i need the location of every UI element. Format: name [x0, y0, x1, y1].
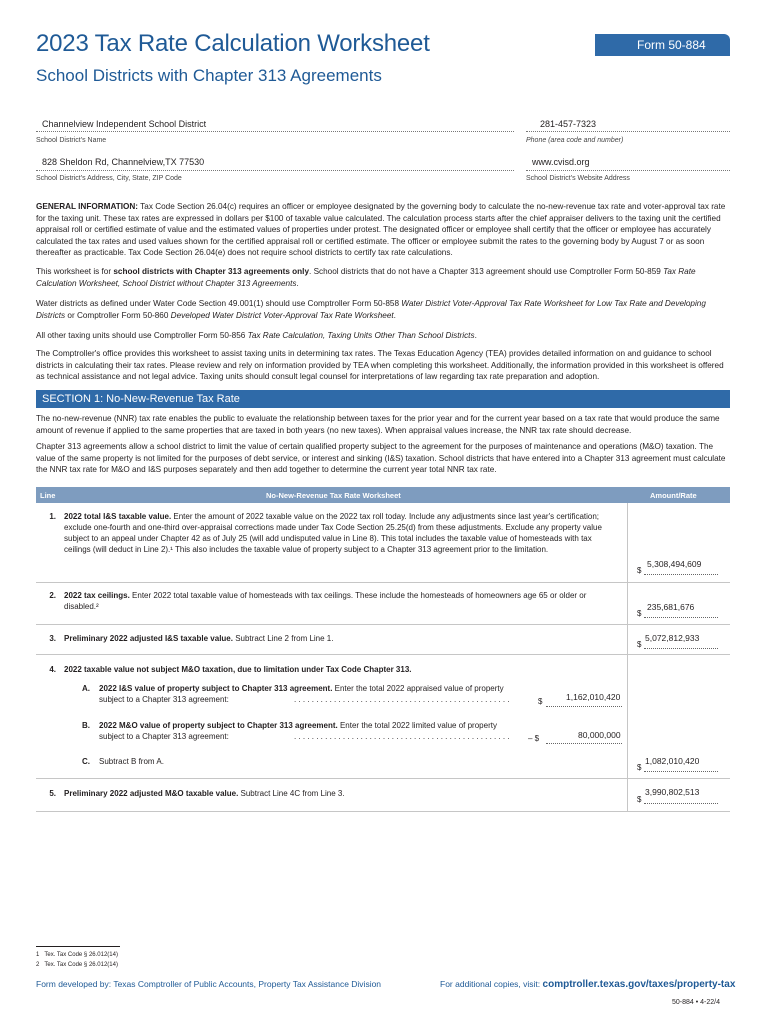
- line-4c-letter: C.: [82, 757, 90, 766]
- line-3-text: Subtract Line 2 from Line 1.: [232, 634, 334, 643]
- water-text-italic-1: Water District Voter-Approval Tax Rate Worksheet for Low Tax Rate and Developing Districts: [36, 299, 706, 320]
- footer-form-number: 50-884 • 4-22/4: [672, 999, 720, 1006]
- scope-text-a: This worksheet is for: [36, 267, 114, 276]
- line-2-text: Enter 2022 total taxable value of homesteads with tax ceilings. These include the homesteads of homeowners age 65 or older or disabled.²: [64, 591, 587, 611]
- line-4b-dollar: – $: [528, 734, 540, 743]
- address-label: School District's Address, City, State, ZIP Code: [36, 175, 182, 182]
- line-1-title: 2022 total I&S taxable value.: [64, 512, 172, 521]
- footnote-rule: [36, 946, 120, 947]
- line-4-title: 2022 taxable value not subject M&O taxation, due to limitation under Tax Code Chapter 313.: [64, 665, 412, 674]
- row-divider: [36, 811, 730, 812]
- line-5-title: Preliminary 2022 adjusted M&O taxable value.: [64, 789, 239, 798]
- general-information-text: Tax Code Section 26.04(c) requires an officer or employee designated by the governing body to calculate the no-new-revenue tax rate and voter-approval tax rate for the taxing unit. These tax rates are expressed in dollars per $100 of taxable value calculated. The calculation process starts after the chief appraiser delivers to the taxing unit the certified appraisal roll or certified estimate of value and the estimated values of properties under protest. The designated officer or employee shall certify that the officer or employee has accurately calculated the tax rates and used values shown for the certified appraisal roll or certified estimate. The officer or employee submit the rates to the governing body by August 7 or as soon thereafter as practicable. Tax Code Section 26.04(e) does not require school districts to certify tax rate calculations.: [36, 202, 726, 258]
- line-5-amount-line: [644, 803, 718, 804]
- phone-value[interactable]: 281-457-7323: [540, 119, 597, 129]
- line-2-amount[interactable]: 235,681,676: [647, 602, 695, 612]
- footnote-2-text: Tex. Tax Code § 26.012(14): [44, 962, 118, 968]
- footer-developer-credit: Form developed by: Texas Comptroller of Public Accounts, Property Tax Assistance Division: [36, 979, 382, 989]
- section-1-header: SECTION 1: No-New-Revenue Tax Rate: [36, 390, 730, 408]
- line-1-dollar: $: [637, 566, 642, 575]
- line-1-amount[interactable]: 5,308,494,609: [647, 559, 702, 569]
- other-text-italic: Tax Rate Calculation, Taxing Units Other Than School Districts: [247, 331, 475, 340]
- page-subtitle: School Districts with Chapter 313 Agreements: [36, 66, 382, 85]
- line-4c-description: Subtract B from A.: [99, 757, 164, 766]
- footer-website-link[interactable]: comptroller.texas.gov/taxes/property-tax: [542, 979, 736, 990]
- line-1-text: Enter the amount of 2022 taxable value on the 2022 tax roll today. Include any adjustments since last year's certification; exclude one-fourth and one-third over-appraisal corrections made under Tax Code Section 25.25(d) from these adjustments. Exclude any property value subject to an appeal under Chapter 42 as of July 25 (will add undisputed value in Line 8). This total includes the taxable value of homesteads with tax ceilings (will deduct in Line 2).¹ This also includes the taxable value of property subject to a Chapter 313 agreement prior to the limitation.: [64, 512, 602, 554]
- line-5-description: [64, 788, 616, 799]
- row-divider: [36, 654, 730, 655]
- line-4a-leader: . . . . . . . . . . . . . . . . . . . . . . . . . . . . . . . . . . . . . . . . . . . . . . . . .: [294, 695, 510, 704]
- website-label: School District's Website Address: [526, 175, 630, 182]
- footer-copies-prefix: For additional copies, visit:: [440, 979, 543, 989]
- website-value[interactable]: www.cvisd.org: [532, 157, 590, 167]
- line-2-description: [64, 590, 616, 612]
- footnote-2: [36, 962, 118, 968]
- amount-column-divider: [627, 503, 628, 811]
- line-4a-text: Enter the total 2022 appraised value of property subject to a Chapter 313 agreement:: [99, 684, 504, 704]
- water-districts-paragraph: [36, 298, 734, 321]
- line-4a-amount[interactable]: 1,162,010,420: [566, 692, 621, 702]
- line-4a-amount-line: [546, 706, 622, 707]
- line-1-amount-line: [644, 574, 718, 575]
- footnote-1-text: Tex. Tax Code § 26.012(14): [44, 952, 118, 958]
- website-line: [526, 170, 730, 171]
- line-4c-amount-line: [644, 771, 718, 772]
- line-5-dollar: $: [637, 795, 642, 804]
- row-divider: [36, 582, 730, 583]
- line-3-amount[interactable]: 5,072,812,933: [645, 633, 700, 643]
- col-amount-header: Amount/Rate: [650, 491, 697, 500]
- line-4-description: [64, 664, 616, 675]
- phone-label: Phone (area code and number): [526, 137, 624, 144]
- water-text-c: or Comptroller Form 50-860: [65, 310, 171, 320]
- line-4b-amount-line: [546, 743, 622, 744]
- line-number-5: 5.: [49, 789, 56, 798]
- water-text-italic-2: Developed Water District Voter-Approval Tax Rate Worksheet: [170, 310, 394, 320]
- water-text-a: Water districts as defined under Water Code Section 49.001(1) should use Comptroller Form 50-858: [36, 299, 402, 308]
- line-number-3: 3.: [49, 634, 56, 643]
- row-divider: [36, 778, 730, 779]
- line-4a-title: 2022 I&S value of property subject to Chapter 313 agreement.: [99, 684, 333, 693]
- footnote-1-mark: 1: [36, 952, 40, 958]
- line-4b-title: 2022 M&O value of property subject to Chapter 313 agreement.: [99, 721, 338, 730]
- col-line-header: Line: [40, 491, 56, 500]
- footnote-1: [36, 952, 118, 958]
- scope-text-bold: school districts with Chapter 313 agreements only: [113, 267, 310, 276]
- section-1-paragraph-2: Chapter 313 agreements allow a school district to limit the value of certain qualified property subject to the agreement for the purposes of maintenance and operations (M&O) taxation. The value of the same property is not limited for the purposes of debt service, or interest and sinking (I&S) taxation. School districts that have entered into a Chapter 313 agreement must calculate the NNR tax rate for M&O and I&S purposes separately and then add together to determine the current year total NNR tax rate.: [36, 442, 726, 475]
- line-4a-letter: A.: [82, 684, 90, 693]
- line-4b-leader: . . . . . . . . . . . . . . . . . . . . . . . . . . . . . . . . . . . . . . . . . . . . . . . . .: [294, 732, 510, 741]
- worksheet-scope-paragraph: [36, 266, 734, 289]
- line-number-2: 2.: [49, 591, 56, 600]
- other-text-c: .: [474, 331, 477, 340]
- line-3-description: [64, 633, 616, 644]
- line-4a-dollar: $: [538, 697, 543, 706]
- district-name-value[interactable]: Channelview Independent School District: [42, 119, 207, 129]
- footnote-2-mark: 2: [36, 962, 40, 968]
- line-1-description: [64, 511, 616, 555]
- row-divider: [36, 624, 730, 625]
- district-name-line: [36, 131, 514, 132]
- line-4b-amount[interactable]: 80,000,000: [578, 730, 621, 740]
- line-number-4: 4.: [49, 665, 56, 674]
- section-1-paragraph-1: The no-new-revenue (NNR) tax rate enables the public to evaluate the relationship between taxes for the prior year and for the current year based on a tax rate that would produce the same amount of revenue if applied to the same properties that are taxed in both years (no new taxes). When appraisal values increase, the NNR tax rate should decrease.: [36, 414, 720, 435]
- scope-text-italic: Tax Rate Calculation Worksheet, School District without Chapter 313 Agreements: [36, 267, 696, 288]
- water-text-e: .: [393, 310, 396, 320]
- line-4c-amount[interactable]: 1,082,010,420: [645, 756, 700, 766]
- page-title: 2023 Tax Rate Calculation Worksheet: [36, 30, 430, 57]
- line-5-amount[interactable]: 3,990,802,513: [645, 787, 700, 797]
- line-4c-dollar: $: [637, 763, 642, 772]
- other-text-a: All other taxing units should use Comptroller Form 50-856: [36, 331, 248, 340]
- line-3-title: Preliminary 2022 adjusted I&S taxable value.: [64, 634, 233, 643]
- line-2-amount-line: [644, 617, 718, 618]
- address-line: [36, 170, 514, 171]
- line-3-dollar: $: [637, 640, 642, 649]
- district-name-label: School District's Name: [36, 137, 107, 144]
- worksheet-table-header: [36, 487, 730, 503]
- line-2-dollar: $: [637, 609, 642, 618]
- scope-text-c: . School districts that do not have a Chapter 313 agreement should use Comptroller Form 50-859: [309, 267, 664, 276]
- phone-line: [526, 131, 730, 132]
- line-2-title: 2022 tax ceilings.: [64, 591, 130, 600]
- comptroller-paragraph: The Comptroller's office provides this worksheet to assist taxing units in determining tax rates. The Texas Education Agency (TEA) provides detailed information on and guidance to school districts in calculating their tax rates. Please review and rely on information provided by TEA when completing this worksheet. Additionally, the information provided in this worksheet is offered as technical assistance and not legal advice. Taxing units should consult legal counsel for interpretations of law regarding tax rate preparation and adoption.: [36, 349, 724, 382]
- line-4b-letter: B.: [82, 721, 90, 730]
- footer-copies: [440, 979, 735, 990]
- address-value[interactable]: 828 Sheldon Rd, Channelview,TX 77530: [42, 157, 205, 167]
- line-4b-text: Enter the total 2022 limited value of property subject to a Chapter 313 agreement:: [99, 721, 497, 741]
- other-taxing-units-paragraph: [36, 330, 734, 342]
- scope-text-e: .: [296, 278, 299, 288]
- line-3-amount-line: [644, 648, 718, 649]
- line-5-text: Subtract Line 4C from Line 3.: [238, 789, 345, 798]
- form-number-badge: Form 50-884: [595, 34, 730, 56]
- line-number-1: 1.: [49, 512, 56, 521]
- general-information-lead: GENERAL INFORMATION:: [36, 202, 139, 211]
- col-title-header: No-New-Revenue Tax Rate Worksheet: [266, 491, 401, 500]
- general-information-paragraph: [36, 201, 734, 259]
